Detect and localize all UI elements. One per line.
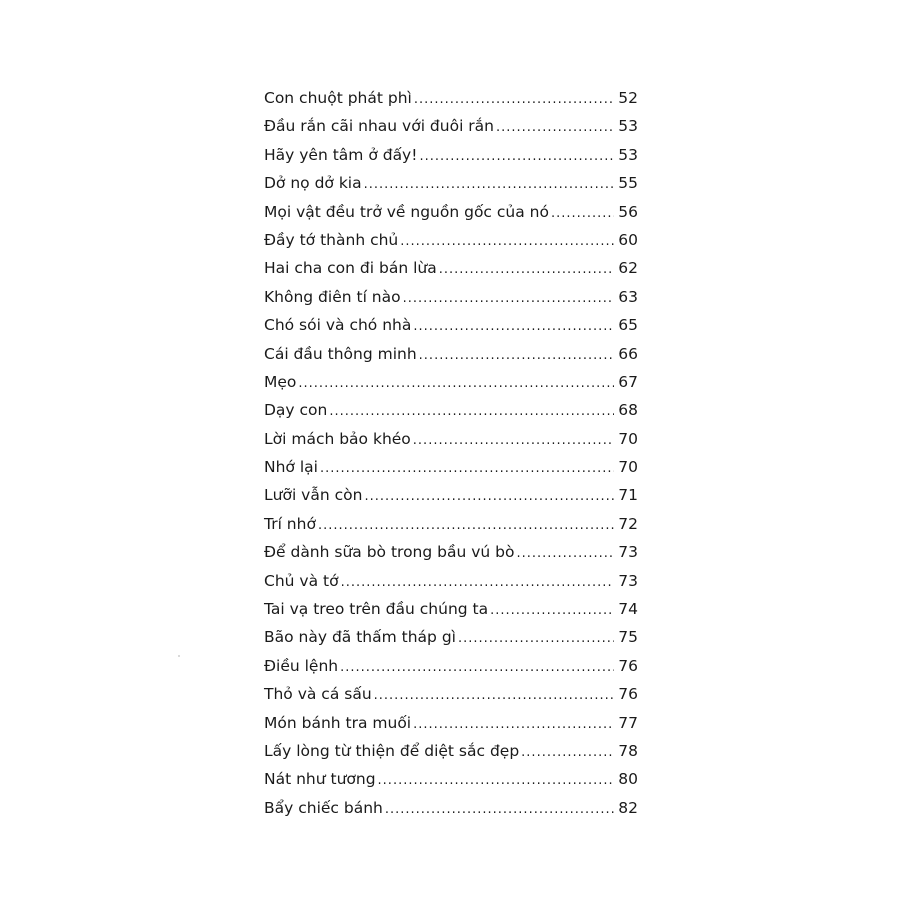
toc-entry-title: Để dành sữa bò trong bầu vú bò: [264, 543, 515, 562]
toc-entry-title: Trí nhớ: [264, 514, 316, 533]
dot-leader: [320, 455, 614, 483]
toc-entry-title: Cái đầu thông minh: [264, 344, 417, 363]
toc-entry-page: 67: [618, 372, 638, 391]
dot-leader: [403, 285, 614, 313]
toc-entry-page: 78: [618, 741, 638, 760]
toc-entry: [264, 311, 638, 339]
toc-entry-title: Lấy lòng từ thiện để diệt sắc đẹp: [264, 741, 520, 760]
toc-entry-title: Mẹo: [264, 372, 297, 391]
toc-entry: [264, 652, 638, 680]
toc-entry-title: Thỏ và cá sấu: [264, 685, 372, 704]
toc-entry-title: Lời mách bảo khéo: [264, 429, 411, 448]
toc-entry: [264, 510, 638, 538]
toc-entry-page: 76: [618, 685, 638, 704]
toc-entry-title: Dở nọ dở kia: [264, 174, 362, 193]
toc-entry: [264, 709, 638, 737]
toc-entry-title: Nhớ lại: [264, 458, 318, 477]
toc-entry: [264, 623, 638, 651]
toc-entry-page: 52: [618, 89, 638, 107]
toc-entry: [264, 453, 638, 481]
toc-entry-title: Mọi vật đều trở về nguồn gốc của nó: [264, 202, 549, 221]
toc-entry-title: Món bánh tra muối: [264, 713, 412, 732]
toc-entry: [264, 481, 638, 509]
toc-entry-title: Chủ và tớ: [264, 571, 339, 590]
toc-entry-page: 56: [618, 202, 638, 221]
dot-leader: [458, 625, 614, 653]
toc-entry: [264, 396, 638, 424]
dot-leader: [419, 143, 614, 171]
toc-entry-title: Tai vạ treo trên đầu chúng ta: [264, 600, 489, 619]
toc-entry-page: 82: [618, 798, 638, 817]
toc-entry-title: Đầu rắn cãi nhau với đuôi rắn: [264, 117, 494, 136]
toc-entry-page: 68: [618, 401, 638, 420]
dot-leader: [439, 256, 614, 284]
toc-entry: [264, 737, 638, 765]
toc-entry: [264, 254, 638, 282]
toc-entry-title: Lưỡi vẫn còn: [264, 486, 363, 505]
toc-entry: [264, 368, 638, 396]
toc-entry: [264, 340, 638, 368]
toc-entry: [264, 283, 638, 311]
toc-entry-page: 53: [618, 145, 638, 164]
toc-entry-page: 66: [618, 344, 638, 363]
dot-leader: [340, 654, 614, 682]
dot-leader: [490, 597, 614, 625]
toc-entry: [264, 112, 638, 140]
toc-entry: [264, 794, 638, 822]
toc-entry-title: Bão này đã thấm tháp gì: [264, 628, 456, 647]
toc-entry-title: Con chuột phát phì: [264, 89, 412, 107]
toc-entry-page: 74: [618, 600, 638, 619]
toc-entry-title: Dạy con: [264, 401, 328, 420]
toc-entry-title: Hai cha con đi bán lừa: [264, 259, 437, 278]
toc-entry-page: 65: [618, 316, 638, 335]
toc-entry: [264, 680, 638, 708]
toc-entry: [264, 84, 638, 112]
dot-leader: [413, 711, 614, 739]
toc-entry-title: Chó sói và chó nhà: [264, 316, 412, 335]
dot-leader: [364, 171, 614, 199]
toc-entry: [264, 765, 638, 793]
dot-leader: [521, 739, 614, 767]
toc-entry-page: 76: [618, 656, 638, 675]
dot-leader: [414, 86, 614, 114]
dot-leader: [496, 114, 614, 142]
dot-leader: [419, 342, 614, 370]
toc-entry: [264, 425, 638, 453]
toc-entry-title: Không điên tí nào: [264, 287, 401, 306]
toc-entry-page: 75: [618, 628, 638, 647]
dot-leader: [413, 427, 614, 455]
toc-entry-title: Nát như tương: [264, 770, 376, 789]
toc-entry-title: Điều lệnh: [264, 656, 339, 675]
dot-leader: [298, 370, 614, 398]
toc-entry-title: Đầy tớ thành chủ: [264, 230, 399, 249]
toc-entry-page: 72: [618, 514, 638, 533]
dot-leader: [341, 569, 614, 597]
toc-entry-page: 70: [618, 458, 638, 477]
toc-entry: [264, 538, 638, 566]
toc-entry-page: 80: [618, 770, 638, 789]
toc-entry: [264, 141, 638, 169]
dot-leader: [329, 398, 614, 426]
toc-entry-page: 60: [618, 230, 638, 249]
toc-entry-page: 62: [618, 259, 638, 278]
toc-entry: [264, 198, 638, 226]
toc-entry-page: 53: [618, 117, 638, 136]
toc-entry: [264, 595, 638, 623]
table-of-contents: [264, 84, 638, 822]
dot-leader: [516, 540, 614, 568]
toc-entry: [264, 567, 638, 595]
dot-leader: [374, 682, 614, 710]
toc-entry-page: 73: [618, 571, 638, 590]
dot-leader: [551, 200, 614, 228]
dot-leader: [318, 512, 614, 540]
paper-speck: [178, 655, 180, 657]
dot-leader: [378, 767, 614, 795]
toc-entry: [264, 169, 638, 197]
toc-entry-title: Hãy yên tâm ở đấy!: [264, 145, 418, 164]
toc-entry-page: 77: [618, 713, 638, 732]
toc-entry-page: 73: [618, 543, 638, 562]
toc-entry-page: 63: [618, 287, 638, 306]
toc-entry-page: 55: [618, 174, 638, 193]
dot-leader: [364, 483, 614, 511]
toc-entry: [264, 226, 638, 254]
toc-entry-title: Bẩy chiếc bánh: [264, 798, 383, 817]
dot-leader: [400, 228, 614, 256]
toc-entry-page: 71: [618, 486, 638, 505]
dot-leader: [385, 796, 614, 824]
dot-leader: [413, 313, 614, 341]
toc-entry-page: 70: [618, 429, 638, 448]
